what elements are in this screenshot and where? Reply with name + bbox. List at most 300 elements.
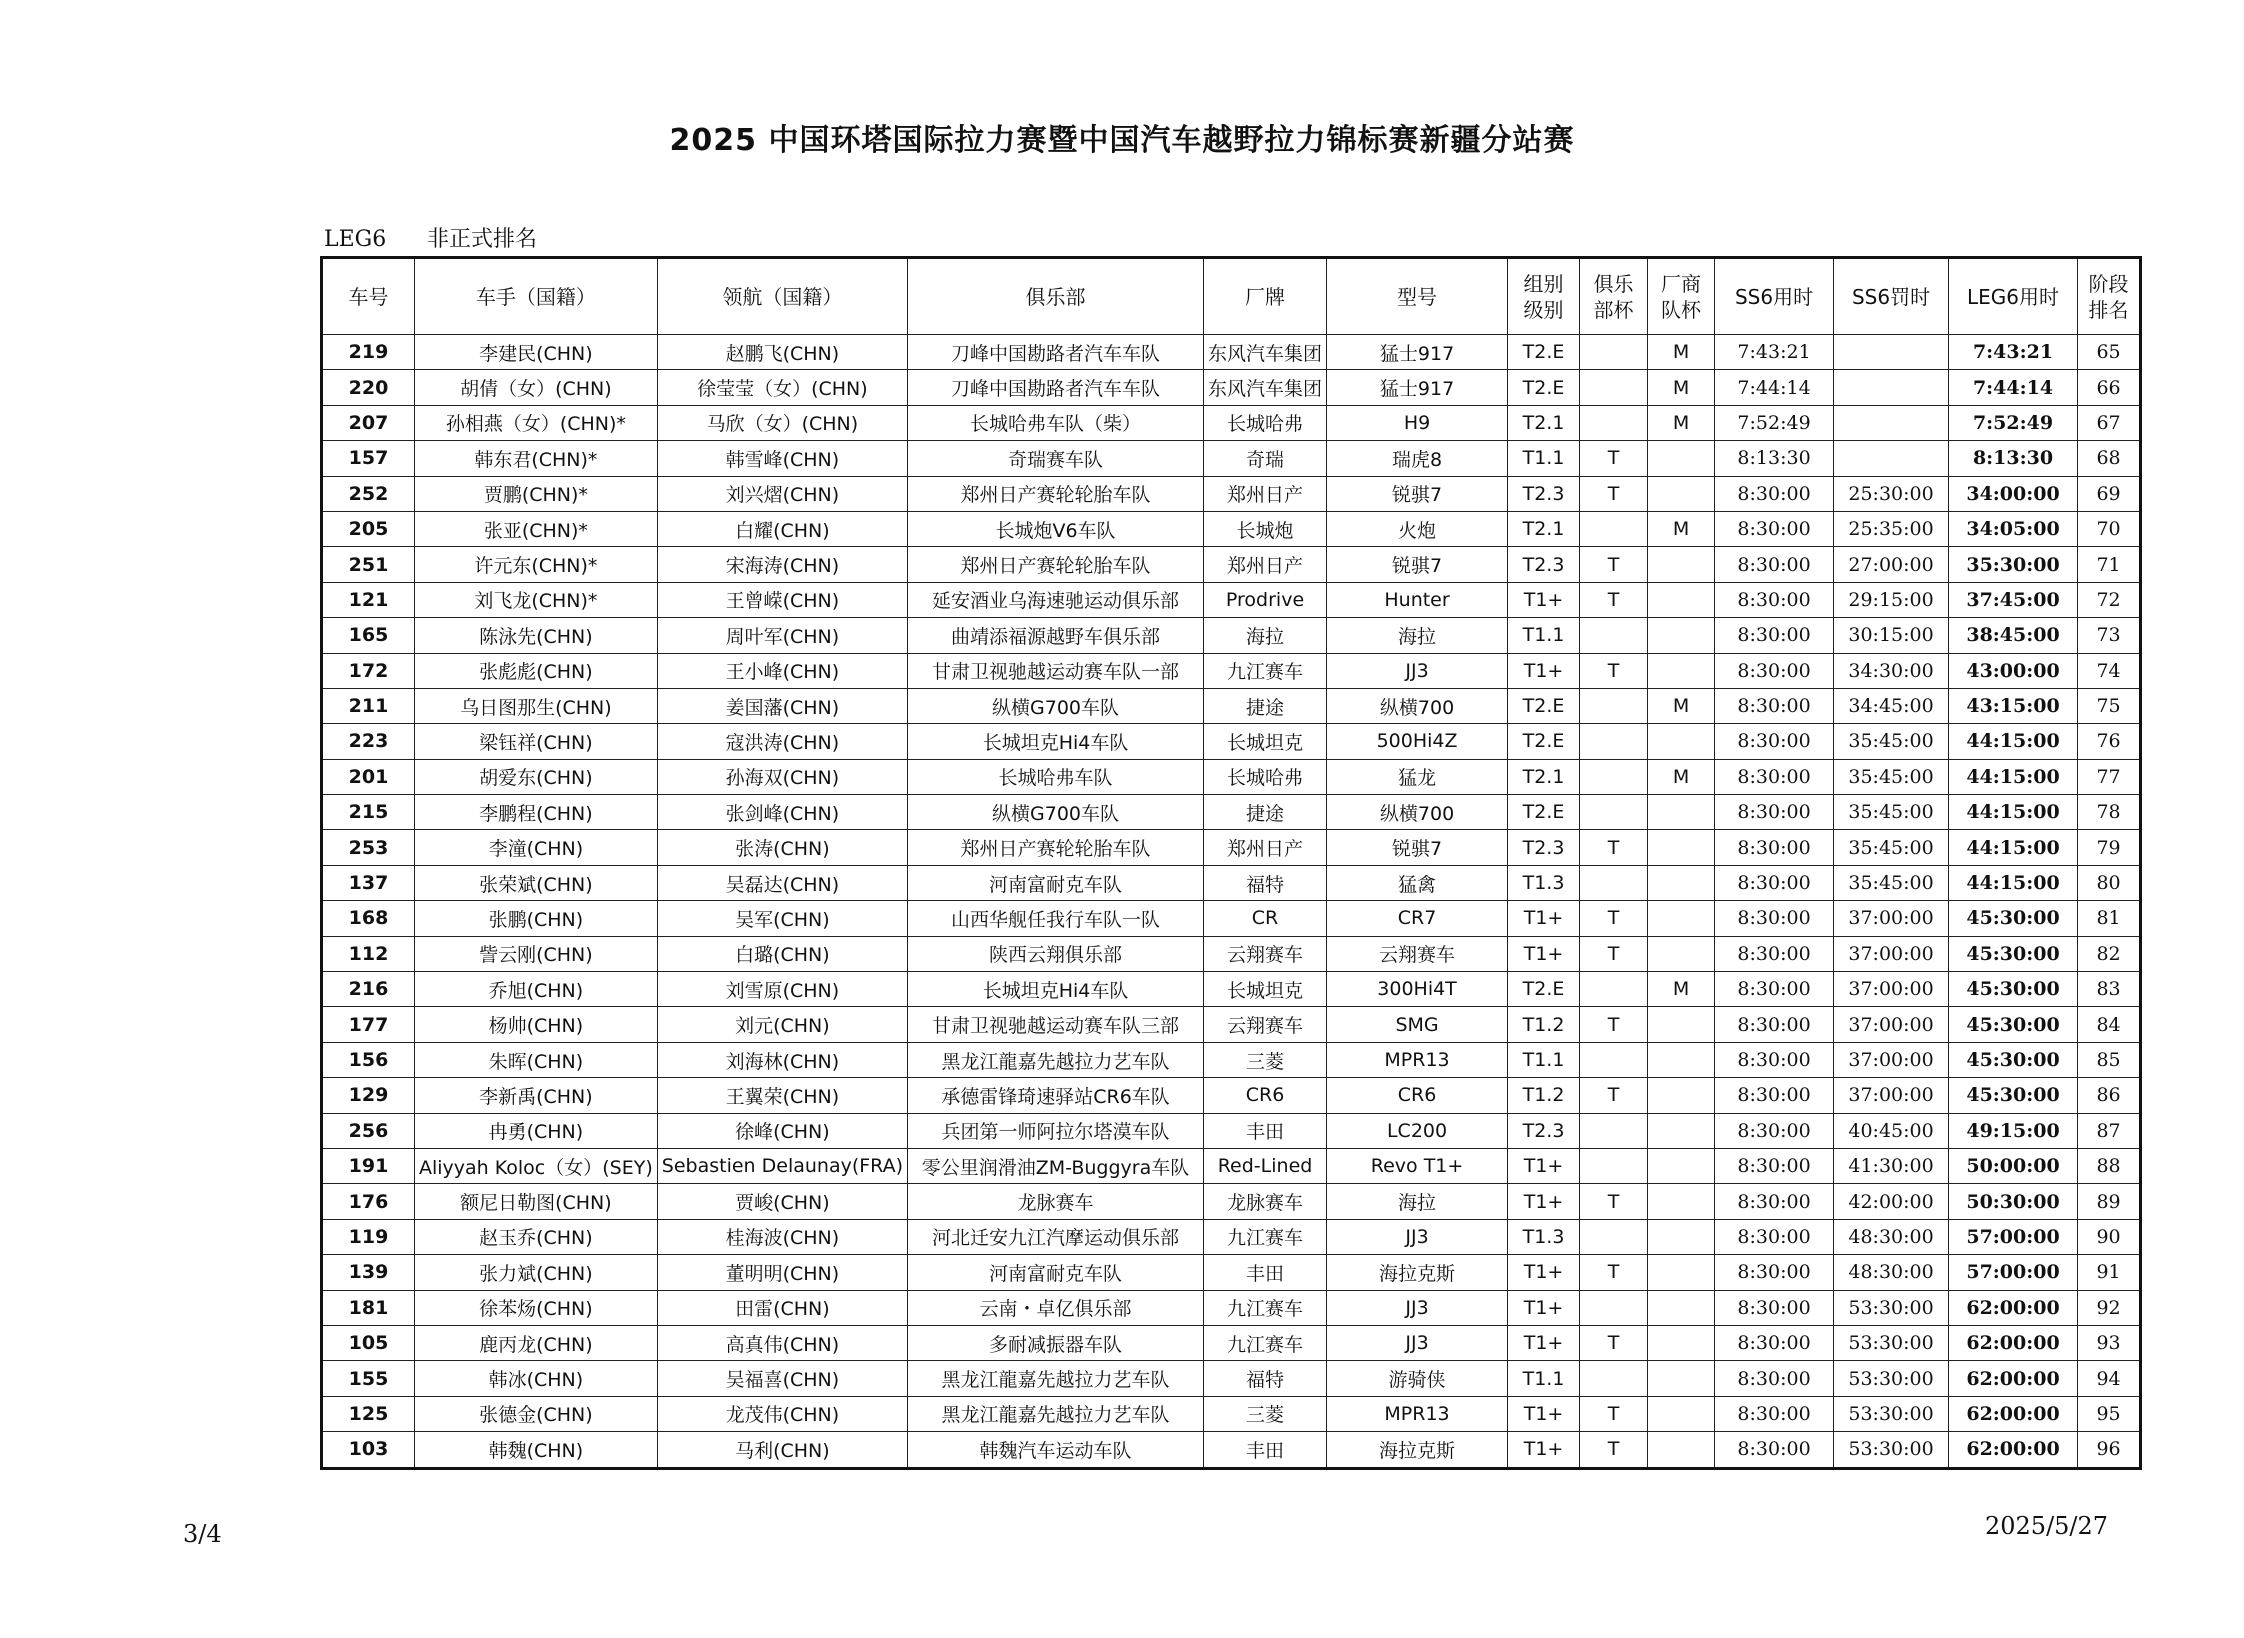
cell-ss6-time: 8:30:00: [1715, 901, 1834, 936]
cell-ss6-penalty: 42:00:00: [1834, 1184, 1949, 1219]
cell-ss6-time: 8:30:00: [1715, 936, 1834, 971]
cell-ss6-penalty: 34:30:00: [1834, 653, 1949, 688]
cell-codriver: 姜国藩(CHN): [657, 688, 907, 723]
cell-brand: 九江赛车: [1204, 1219, 1327, 1254]
cell-codriver: 田雷(CHN): [657, 1290, 907, 1325]
cell-ss6-time: 8:30:00: [1715, 1007, 1834, 1042]
cell-model: 火炮: [1327, 511, 1508, 546]
cell-stage-rank: 71: [2078, 547, 2141, 582]
cell-stage-rank: 79: [2078, 830, 2141, 865]
cell-leg6-time: 45:30:00: [1949, 1078, 2078, 1113]
cell-codriver: 赵鹏飞(CHN): [657, 335, 907, 370]
col-club-cup: 俱乐 部杯: [1580, 258, 1648, 335]
cell-car-no: 137: [322, 865, 415, 900]
cell-codriver: 董明明(CHN): [657, 1255, 907, 1290]
cell-stage-rank: 89: [2078, 1184, 2141, 1219]
cell-model: 锐骐7: [1327, 830, 1508, 865]
cell-club: 长城哈弗车队: [908, 759, 1204, 794]
cell-stage-rank: 83: [2078, 972, 2141, 1007]
cell-leg6-time: 62:00:00: [1949, 1396, 2078, 1431]
cell-group: T2.3: [1508, 547, 1580, 582]
cell-brand: 捷途: [1204, 688, 1327, 723]
cell-car-no: 191: [322, 1148, 415, 1183]
cell-codriver: 王翼荣(CHN): [657, 1078, 907, 1113]
cell-stage-rank: 76: [2078, 724, 2141, 759]
cell-codriver: 贾峻(CHN): [657, 1184, 907, 1219]
table-row: [322, 441, 2141, 476]
cell-model: 云翔赛车: [1327, 936, 1508, 971]
cell-brand: 九江赛车: [1204, 1290, 1327, 1325]
cell-leg6-time: 44:15:00: [1949, 795, 2078, 830]
cell-club-cup: T: [1580, 1432, 1648, 1468]
cell-club: 刀峰中国勘路者汽车车队: [908, 335, 1204, 370]
cell-ss6-time: 8:30:00: [1715, 1184, 1834, 1219]
cell-maker-cup: M: [1648, 405, 1715, 440]
table-row: [322, 1219, 2141, 1254]
cell-maker-cup: [1648, 1184, 1715, 1219]
cell-brand: 海拉: [1204, 618, 1327, 653]
cell-club-cup: T: [1580, 547, 1648, 582]
col-car-no: 车号: [322, 258, 415, 335]
cell-driver: 韩冰(CHN): [415, 1361, 658, 1396]
cell-car-no: 201: [322, 759, 415, 794]
cell-driver: 李鹏程(CHN): [415, 795, 658, 830]
cell-group: T1+: [1508, 901, 1580, 936]
cell-stage-rank: 74: [2078, 653, 2141, 688]
cell-club-cup: T: [1580, 1396, 1648, 1431]
cell-brand: 长城炮: [1204, 511, 1327, 546]
cell-club-cup: T: [1580, 830, 1648, 865]
cell-club: 河南富耐克车队: [908, 1255, 1204, 1290]
cell-model: CR7: [1327, 901, 1508, 936]
cell-club: 郑州日产赛轮轮胎车队: [908, 830, 1204, 865]
cell-maker-cup: M: [1648, 335, 1715, 370]
cell-club-cup: T: [1580, 1184, 1648, 1219]
cell-leg6-time: 50:00:00: [1949, 1148, 2078, 1183]
cell-ss6-time: 7:52:49: [1715, 405, 1834, 440]
cell-club: 零公里润滑油ZM-Buggyra车队: [908, 1148, 1204, 1183]
table-row: [322, 830, 2141, 865]
cell-codriver: 寇洪涛(CHN): [657, 724, 907, 759]
cell-brand: 丰田: [1204, 1113, 1327, 1148]
cell-maker-cup: [1648, 724, 1715, 759]
cell-car-no: 207: [322, 405, 415, 440]
cell-brand: 云翔赛车: [1204, 936, 1327, 971]
cell-car-no: 168: [322, 901, 415, 936]
cell-club: 河南富耐克车队: [908, 865, 1204, 900]
cell-codriver: 徐峰(CHN): [657, 1113, 907, 1148]
cell-driver: 杨帅(CHN): [415, 1007, 658, 1042]
cell-car-no: 220: [322, 370, 415, 405]
cell-brand: Red-Lined: [1204, 1148, 1327, 1183]
cell-group: T2.3: [1508, 830, 1580, 865]
cell-model: 猛龙: [1327, 759, 1508, 794]
cell-stage-rank: 84: [2078, 1007, 2141, 1042]
cell-ss6-time: 8:30:00: [1715, 653, 1834, 688]
cell-leg6-time: 62:00:00: [1949, 1290, 2078, 1325]
cell-ss6-penalty: 35:45:00: [1834, 759, 1949, 794]
cell-club-cup: T: [1580, 441, 1648, 476]
cell-group: T1.3: [1508, 865, 1580, 900]
cell-codriver: 吴福喜(CHN): [657, 1361, 907, 1396]
table-row: [322, 1432, 2141, 1468]
table-row: [322, 688, 2141, 723]
cell-ss6-time: 8:30:00: [1715, 1042, 1834, 1077]
cell-leg6-time: 43:15:00: [1949, 688, 2078, 723]
cell-group: T2.E: [1508, 724, 1580, 759]
cell-driver: 冉勇(CHN): [415, 1113, 658, 1148]
cell-leg6-time: 44:15:00: [1949, 830, 2078, 865]
cell-maker-cup: [1648, 1290, 1715, 1325]
cell-ss6-time: 8:30:00: [1715, 1290, 1834, 1325]
cell-club: 长城坦克Hi4车队: [908, 724, 1204, 759]
table-row: [322, 1078, 2141, 1113]
cell-model: MPR13: [1327, 1396, 1508, 1431]
cell-leg6-time: 34:00:00: [1949, 476, 2078, 511]
cell-group: T1+: [1508, 1396, 1580, 1431]
cell-codriver: 桂海波(CHN): [657, 1219, 907, 1254]
cell-maker-cup: M: [1648, 688, 1715, 723]
cell-group: T2.3: [1508, 476, 1580, 511]
table-row: [322, 1396, 2141, 1431]
table-row: [322, 653, 2141, 688]
cell-model: 猛禽: [1327, 865, 1508, 900]
cell-leg6-time: 49:15:00: [1949, 1113, 2078, 1148]
col-codriver: 领航（国籍）: [657, 258, 907, 335]
cell-car-no: 165: [322, 618, 415, 653]
cell-maker-cup: [1648, 1432, 1715, 1468]
cell-group: T1.1: [1508, 618, 1580, 653]
col-club: 俱乐部: [908, 258, 1204, 335]
cell-ss6-time: 8:30:00: [1715, 688, 1834, 723]
cell-ss6-penalty: 30:15:00: [1834, 618, 1949, 653]
cell-leg6-time: 62:00:00: [1949, 1361, 2078, 1396]
table-row: [322, 335, 2141, 370]
cell-club-cup: T: [1580, 653, 1648, 688]
cell-club: 甘肃卫视驰越运动赛车队一部: [908, 653, 1204, 688]
leg-heading: [324, 222, 537, 253]
cell-driver: 韩东君(CHN)*: [415, 441, 658, 476]
page-number: 3/4: [183, 1520, 222, 1548]
cell-club-cup: [1580, 1042, 1648, 1077]
cell-stage-rank: 67: [2078, 405, 2141, 440]
cell-stage-rank: 77: [2078, 759, 2141, 794]
cell-ss6-penalty: 35:45:00: [1834, 865, 1949, 900]
cell-leg6-time: 35:30:00: [1949, 547, 2078, 582]
cell-club-cup: [1580, 1290, 1648, 1325]
cell-club: 长城哈弗车队（柴）: [908, 405, 1204, 440]
cell-leg6-time: 44:15:00: [1949, 865, 2078, 900]
cell-maker-cup: [1648, 1361, 1715, 1396]
cell-ss6-penalty: 34:45:00: [1834, 688, 1949, 723]
cell-driver: 訾云刚(CHN): [415, 936, 658, 971]
cell-driver: 乌日图那生(CHN): [415, 688, 658, 723]
cell-codriver: 王曾嵘(CHN): [657, 582, 907, 617]
cell-ss6-penalty: 25:35:00: [1834, 511, 1949, 546]
cell-ss6-time: 8:30:00: [1715, 972, 1834, 1007]
cell-car-no: 216: [322, 972, 415, 1007]
cell-model: 300Hi4T: [1327, 972, 1508, 1007]
cell-ss6-penalty: 53:30:00: [1834, 1325, 1949, 1360]
cell-ss6-penalty: 53:30:00: [1834, 1396, 1949, 1431]
cell-club-cup: [1580, 972, 1648, 1007]
cell-ss6-penalty: 37:00:00: [1834, 936, 1949, 971]
cell-maker-cup: [1648, 1325, 1715, 1360]
cell-driver: 李潼(CHN): [415, 830, 658, 865]
cell-club: 河北迁安九江汽摩运动俱乐部: [908, 1219, 1204, 1254]
cell-club-cup: [1580, 865, 1648, 900]
cell-model: JJ3: [1327, 1325, 1508, 1360]
cell-model: 500Hi4Z: [1327, 724, 1508, 759]
cell-group: T2.E: [1508, 688, 1580, 723]
col-driver: 车手（国籍）: [415, 258, 658, 335]
cell-group: T1.1: [1508, 441, 1580, 476]
cell-driver: 徐苯炀(CHN): [415, 1290, 658, 1325]
cell-stage-rank: 75: [2078, 688, 2141, 723]
table-row: [322, 582, 2141, 617]
col-ss6-penalty: SS6罚时: [1834, 258, 1949, 335]
cell-model: JJ3: [1327, 653, 1508, 688]
cell-driver: 孙相燕（女）(CHN)*: [415, 405, 658, 440]
cell-car-no: 155: [322, 1361, 415, 1396]
cell-maker-cup: [1648, 547, 1715, 582]
cell-ss6-time: 7:44:14: [1715, 370, 1834, 405]
cell-driver: 胡爱东(CHN): [415, 759, 658, 794]
cell-club: 奇瑞赛车队: [908, 441, 1204, 476]
cell-stage-rank: 72: [2078, 582, 2141, 617]
cell-leg6-time: 44:15:00: [1949, 724, 2078, 759]
cell-driver: 张彪彪(CHN): [415, 653, 658, 688]
cell-driver: 额尼日勒图(CHN): [415, 1184, 658, 1219]
cell-codriver: 高真伟(CHN): [657, 1325, 907, 1360]
cell-group: T2.E: [1508, 795, 1580, 830]
cell-stage-rank: 87: [2078, 1113, 2141, 1148]
cell-club: 甘肃卫视驰越运动赛车队三部: [908, 1007, 1204, 1042]
cell-ss6-time: 8:30:00: [1715, 1255, 1834, 1290]
cell-driver: 张鹏(CHN): [415, 901, 658, 936]
cell-brand: 福特: [1204, 1361, 1327, 1396]
cell-maker-cup: [1648, 1219, 1715, 1254]
cell-codriver: 孙海双(CHN): [657, 759, 907, 794]
cell-ss6-penalty: 25:30:00: [1834, 476, 1949, 511]
cell-leg6-time: 37:45:00: [1949, 582, 2078, 617]
col-ss6-time: SS6用时: [1715, 258, 1834, 335]
cell-maker-cup: M: [1648, 759, 1715, 794]
table-row: [322, 1042, 2141, 1077]
cell-model: CR6: [1327, 1078, 1508, 1113]
cell-leg6-time: 34:05:00: [1949, 511, 2078, 546]
cell-maker-cup: [1648, 795, 1715, 830]
cell-club-cup: [1580, 405, 1648, 440]
cell-maker-cup: [1648, 1007, 1715, 1042]
table-row: [322, 547, 2141, 582]
cell-brand: 长城坦克: [1204, 724, 1327, 759]
cell-club: 多耐减振器车队: [908, 1325, 1204, 1360]
cell-car-no: 253: [322, 830, 415, 865]
cell-club-cup: [1580, 618, 1648, 653]
results-table: [320, 256, 2142, 1470]
table-row: [322, 972, 2141, 1007]
cell-ss6-penalty: 53:30:00: [1834, 1361, 1949, 1396]
cell-driver: 张德金(CHN): [415, 1396, 658, 1431]
cell-club-cup: T: [1580, 1007, 1648, 1042]
table-row: [322, 405, 2141, 440]
cell-car-no: 205: [322, 511, 415, 546]
cell-maker-cup: [1648, 1255, 1715, 1290]
cell-model: JJ3: [1327, 1290, 1508, 1325]
cell-driver: 张荣斌(CHN): [415, 865, 658, 900]
cell-stage-rank: 94: [2078, 1361, 2141, 1396]
cell-driver: 张亚(CHN)*: [415, 511, 658, 546]
cell-club-cup: [1580, 724, 1648, 759]
cell-driver: 赵玉乔(CHN): [415, 1219, 658, 1254]
cell-model: 纵横700: [1327, 688, 1508, 723]
cell-model: 海拉克斯: [1327, 1255, 1508, 1290]
cell-ss6-time: 8:30:00: [1715, 830, 1834, 865]
cell-leg6-time: 62:00:00: [1949, 1325, 2078, 1360]
table-row: [322, 1007, 2141, 1042]
cell-maker-cup: [1648, 653, 1715, 688]
table-row: [322, 901, 2141, 936]
cell-ss6-penalty: 37:00:00: [1834, 1007, 1949, 1042]
cell-brand: 郑州日产: [1204, 476, 1327, 511]
cell-ss6-penalty: 37:00:00: [1834, 1078, 1949, 1113]
cell-ss6-time: 8:30:00: [1715, 1432, 1834, 1468]
cell-stage-rank: 93: [2078, 1325, 2141, 1360]
leg-label: LEG6: [324, 227, 387, 252]
cell-brand: 福特: [1204, 865, 1327, 900]
cell-brand: 东风汽车集团: [1204, 370, 1327, 405]
cell-ss6-time: 8:30:00: [1715, 1078, 1834, 1113]
cell-stage-rank: 91: [2078, 1255, 2141, 1290]
table-row: [322, 759, 2141, 794]
cell-stage-rank: 65: [2078, 335, 2141, 370]
cell-leg6-time: 57:00:00: [1949, 1219, 2078, 1254]
cell-ss6-penalty: [1834, 370, 1949, 405]
cell-group: T1+: [1508, 1148, 1580, 1183]
cell-club: 黑龙江龍嘉先越拉力艺车队: [908, 1361, 1204, 1396]
print-date: 2025/5/27: [1985, 1512, 2109, 1540]
cell-club: 山西华舰任我行车队一队: [908, 901, 1204, 936]
cell-brand: 奇瑞: [1204, 441, 1327, 476]
cell-brand: 长城坦克: [1204, 972, 1327, 1007]
cell-maker-cup: M: [1648, 370, 1715, 405]
cell-codriver: 刘元(CHN): [657, 1007, 907, 1042]
cell-model: Revo T1+: [1327, 1148, 1508, 1183]
ranking-type-label: 非正式排名: [427, 227, 538, 252]
cell-codriver: 宋海涛(CHN): [657, 547, 907, 582]
cell-group: T2.E: [1508, 972, 1580, 1007]
cell-ss6-time: 8:30:00: [1715, 1219, 1834, 1254]
cell-ss6-penalty: 41:30:00: [1834, 1148, 1949, 1183]
cell-brand: 捷途: [1204, 795, 1327, 830]
cell-brand: 三菱: [1204, 1042, 1327, 1077]
cell-group: T1.1: [1508, 1361, 1580, 1396]
cell-ss6-penalty: 35:45:00: [1834, 830, 1949, 865]
cell-club-cup: T: [1580, 1078, 1648, 1113]
col-maker-cup: 厂商 队杯: [1648, 258, 1715, 335]
cell-club: 曲靖添福源越野车俱乐部: [908, 618, 1204, 653]
cell-stage-rank: 80: [2078, 865, 2141, 900]
cell-ss6-time: 8:30:00: [1715, 795, 1834, 830]
cell-leg6-time: 44:15:00: [1949, 759, 2078, 794]
cell-club-cup: [1580, 688, 1648, 723]
cell-brand: CR6: [1204, 1078, 1327, 1113]
cell-driver: 刘飞龙(CHN)*: [415, 582, 658, 617]
cell-club-cup: [1580, 511, 1648, 546]
cell-group: T1+: [1508, 1255, 1580, 1290]
cell-group: T2.1: [1508, 405, 1580, 440]
cell-ss6-penalty: 40:45:00: [1834, 1113, 1949, 1148]
cell-car-no: 211: [322, 688, 415, 723]
cell-car-no: 125: [322, 1396, 415, 1431]
cell-ss6-penalty: 29:15:00: [1834, 582, 1949, 617]
cell-codriver: 张涛(CHN): [657, 830, 907, 865]
table-row: [322, 618, 2141, 653]
table-row: [322, 936, 2141, 971]
cell-stage-rank: 92: [2078, 1290, 2141, 1325]
table-row: [322, 476, 2141, 511]
cell-car-no: 181: [322, 1290, 415, 1325]
col-leg6-time: LEG6用时: [1949, 258, 2078, 335]
cell-driver: 韩魏(CHN): [415, 1432, 658, 1468]
cell-codriver: 马欣（女）(CHN): [657, 405, 907, 440]
cell-maker-cup: [1648, 1113, 1715, 1148]
table-row: [322, 1255, 2141, 1290]
cell-club: 郑州日产赛轮轮胎车队: [908, 547, 1204, 582]
cell-club-cup: [1580, 1113, 1648, 1148]
cell-club: 龙脉赛车: [908, 1184, 1204, 1219]
cell-group: T1+: [1508, 1290, 1580, 1325]
cell-group: T1.2: [1508, 1078, 1580, 1113]
cell-club: 长城坦克Hi4车队: [908, 972, 1204, 1007]
cell-car-no: 172: [322, 653, 415, 688]
cell-car-no: 139: [322, 1255, 415, 1290]
cell-club-cup: [1580, 335, 1648, 370]
cell-brand: Prodrive: [1204, 582, 1327, 617]
cell-ss6-time: 8:30:00: [1715, 618, 1834, 653]
cell-ss6-time: 8:30:00: [1715, 865, 1834, 900]
cell-driver: 李建民(CHN): [415, 335, 658, 370]
cell-club: 郑州日产赛轮轮胎车队: [908, 476, 1204, 511]
cell-stage-rank: 88: [2078, 1148, 2141, 1183]
cell-club: 刀峰中国勘路者汽车车队: [908, 370, 1204, 405]
cell-brand: 九江赛车: [1204, 1325, 1327, 1360]
header-row: [322, 258, 2141, 335]
cell-stage-rank: 86: [2078, 1078, 2141, 1113]
cell-codriver: 吴军(CHN): [657, 901, 907, 936]
col-group: 组别 级别: [1508, 258, 1580, 335]
page-title: 2025 中国环塔国际拉力赛暨中国汽车越野拉力锦标赛新疆分站赛: [669, 123, 1575, 158]
cell-leg6-time: 50:30:00: [1949, 1184, 2078, 1219]
col-model: 型号: [1327, 258, 1508, 335]
cell-driver: 胡倩（女）(CHN): [415, 370, 658, 405]
cell-driver: Aliyyah Koloc（女）(SEY): [415, 1148, 658, 1183]
cell-club: 云南・卓亿俱乐部: [908, 1290, 1204, 1325]
cell-ss6-time: 8:30:00: [1715, 1396, 1834, 1431]
cell-model: LC200: [1327, 1113, 1508, 1148]
cell-codriver: 张剑峰(CHN): [657, 795, 907, 830]
cell-ss6-penalty: [1834, 335, 1949, 370]
cell-codriver: 刘海林(CHN): [657, 1042, 907, 1077]
table-row: [322, 1148, 2141, 1183]
col-brand: 厂牌: [1204, 258, 1327, 335]
cell-leg6-time: 8:13:30: [1949, 441, 2078, 476]
cell-group: T1+: [1508, 1184, 1580, 1219]
cell-brand: 丰田: [1204, 1432, 1327, 1468]
cell-stage-rank: 90: [2078, 1219, 2141, 1254]
cell-maker-cup: [1648, 830, 1715, 865]
